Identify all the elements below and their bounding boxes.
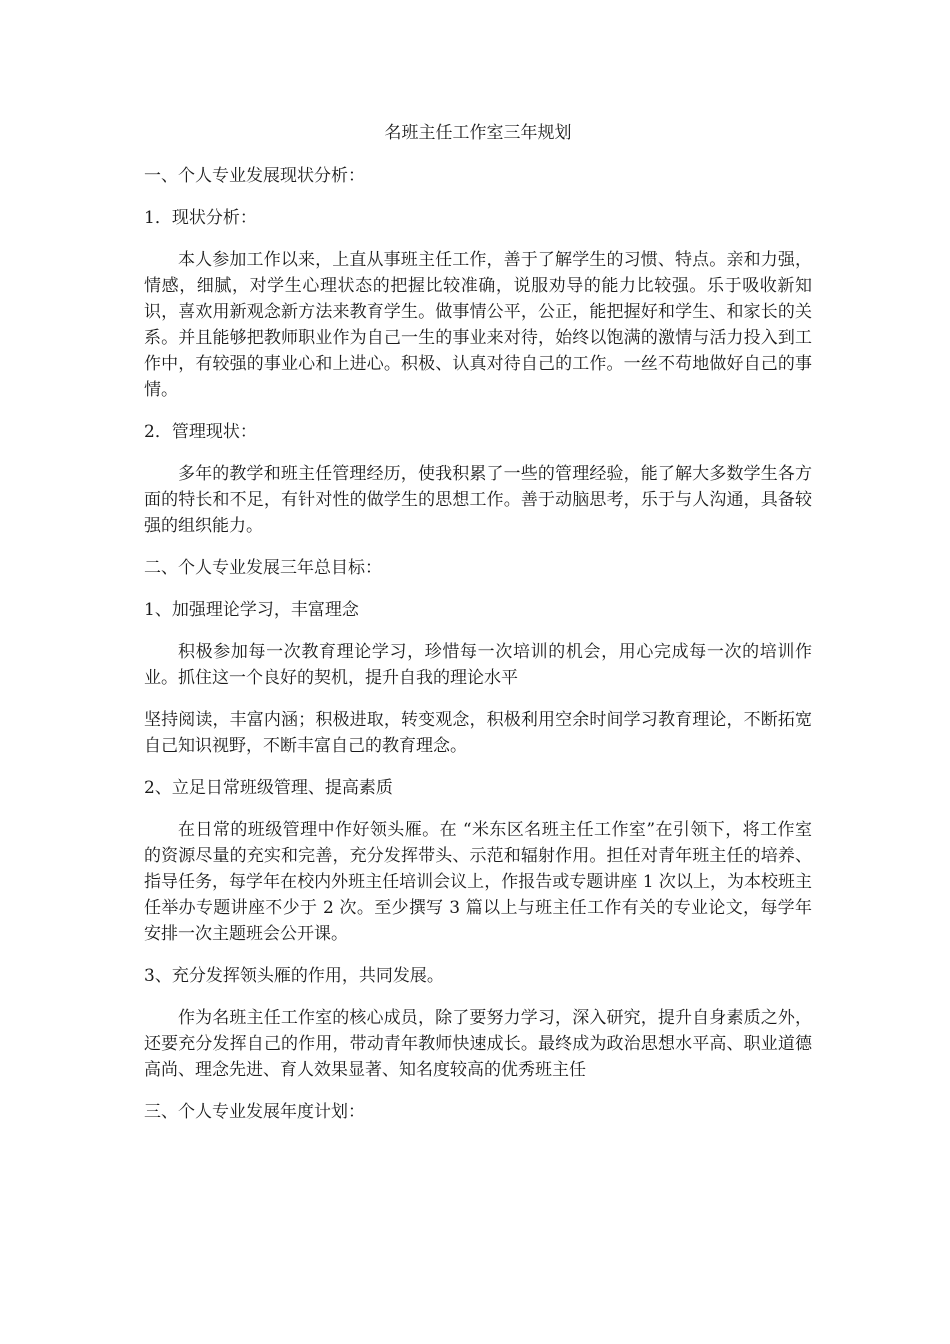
paragraph-status-analysis: 本人参加工作以来，上直从事班主任工作，善于了解学生的习惯、特点。亲和力强，情感，细腻，对学生心理状态的把握比较准确，说服劝导的能力比较强。乐于吸收新知识，喜欢用新观念新方法来教育学生。做事情公平，公正，能把握好和学生、和家长的关系。并且能够把教师职业作为自己一生的事业来对待，始终以饱满的激情与活力投入到工作中，有较强的事业心和上进心。积极、认真对待自己的工作。一丝不苟地做好自己的事情。 xyxy=(144,250,812,400)
section-heading-annual-plan: 三、个人专业发展年度计划： xyxy=(144,1102,365,1122)
section-heading-current-status: 一、个人专业发展现状分析： xyxy=(144,166,365,186)
paragraph-leadership-role: 作为名班主任工作室的核心成员，除了要努力学习，深入研究，提升自身素质之外，还要充分发挥自己的作用，带动青年教师快速成长。最终成为政治思想水平高、职业道德高尚、理念先进、育人效果显著、知名度较高的优秀班主任 xyxy=(144,1008,812,1080)
subheading-class-management: 2、立足日常班级管理、提高素质 xyxy=(144,778,393,798)
paragraph-theory-study: 积极参加每一次教育理论学习，珍惜每一次培训的机会，用心完成每一次的培训作业。抓住这一个良好的契机，提升自我的理论水平 xyxy=(144,642,812,688)
subheading-management-status: 2．管理现状： xyxy=(144,422,257,442)
subheading-theory-study: 1、加强理论学习，丰富理念 xyxy=(144,600,359,620)
document-page xyxy=(144,120,812,1141)
paragraph-class-management: 在日常的班级管理中作好领头雁。在 “米东区名班主任工作室”在引领下，将工作室的资源尽量的充实和完善，充分发挥带头、示范和辐射作用。担任对青年班主任的培养、指导任务，每学年在校内外班主任培训会议上，作报告或专题讲座 1 次以上，为本校班主任举办专题讲座不少于 2 次。至少撰写 3 篇以上与班主任工作有关的专业论文，每学年安排一次主题班会公开课。 xyxy=(144,820,812,944)
paragraph-reading: 坚持阅读，丰富内涵；积极进取，转变观念，积极利用空余时间学习教育理论，不断拓宽自己知识视野，不断丰富自己的教育理念。 xyxy=(144,710,812,756)
section-heading-three-year-goals: 二、个人专业发展三年总目标： xyxy=(144,558,382,578)
paragraph-management-status: 多年的教学和班主任管理经历，使我积累了一些的管理经验，能了解大多数学生各方面的特长和不足，有针对性的做学生的思想工作。善于动脑思考，乐于与人沟通，具备较强的组织能力。 xyxy=(144,464,812,536)
subheading-leadership-role: 3、充分发挥领头雁的作用，共同发展。 xyxy=(144,966,444,986)
document-title: 名班主任工作室三年规划 xyxy=(384,123,572,143)
subheading-status-analysis: 1．现状分析： xyxy=(144,208,257,228)
